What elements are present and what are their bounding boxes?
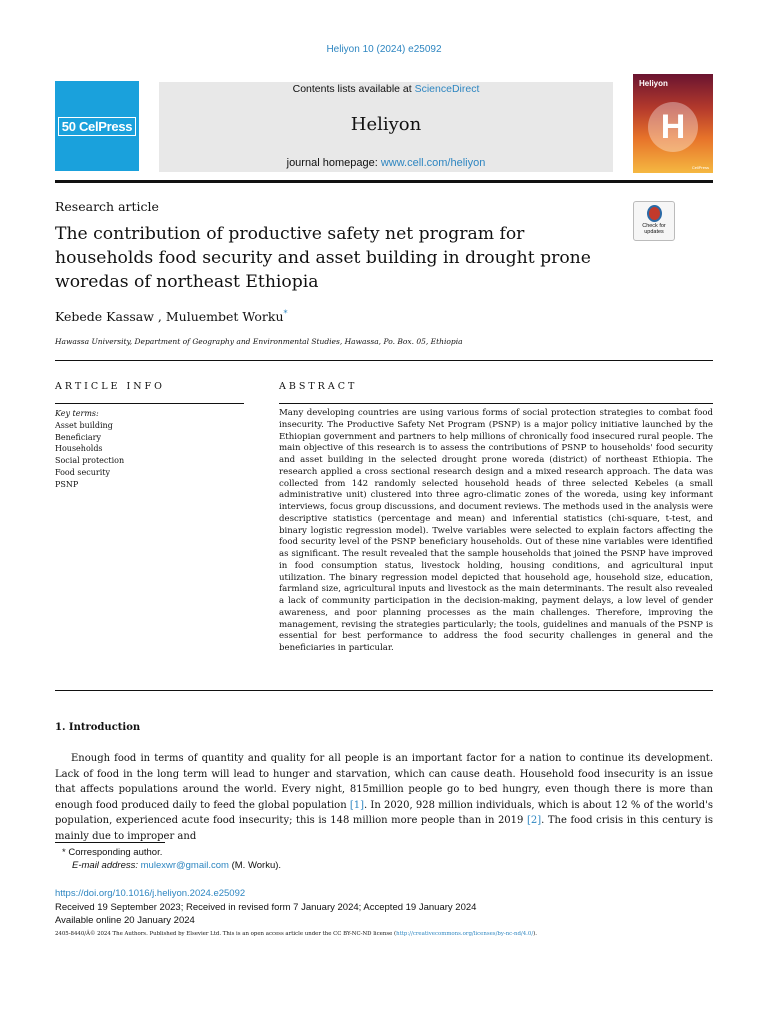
- corresponding-author-mark[interactable]: *: [283, 309, 288, 318]
- homepage-prefix: journal homepage:: [286, 157, 381, 169]
- logo-text: 50 CelPress: [58, 117, 136, 136]
- doi-link[interactable]: https://doi.org/10.1016/j.heliyon.2024.e25092: [55, 888, 246, 899]
- bookmark-check-icon: [647, 205, 662, 222]
- keyword: Social protection: [55, 456, 125, 466]
- introduction-heading: 1. Introduction: [55, 722, 141, 733]
- email-label: E-mail address:: [72, 860, 138, 871]
- keywords-heading: Key terms:: [55, 409, 99, 418]
- keyword: Households: [55, 444, 103, 454]
- author-names: Kebede Kassaw , Muluembet Worku: [55, 309, 284, 325]
- received-dates: Received 19 September 2023; Received in revised form 7 January 2024; Accepted 19 January 2024: [55, 902, 477, 913]
- homepage-link[interactable]: www.cell.com/heliyon: [380, 157, 486, 169]
- cover-h-icon: H: [648, 102, 698, 152]
- journal-name: Heliyon: [350, 114, 422, 135]
- cover-publisher: CellPress: [691, 165, 709, 170]
- contents-prefix: Contents lists available at: [292, 83, 415, 95]
- sciencedirect-link[interactable]: ScienceDirect: [414, 83, 480, 95]
- license-prefix: 2405-8440/Â© 2024 The Authors. Published by Elsevier Ltd. This is an open access article under the CC BY-NC-ND license (: [55, 931, 397, 937]
- footnote-rule: [55, 842, 165, 843]
- homepage-line: [159, 157, 613, 169]
- intro-text-2: . In 2020, 928 million individuals, which is about 12 % of the world's population, experienced acute food insecurity; this is 148 million more people than in 2019: [55, 799, 713, 826]
- journal-reference[interactable]: Heliyon 10 (2024) e25092: [326, 44, 442, 55]
- abstract-text: Many developing countries are using various forms of social protection strategies to combat food insecurity. The Productive Safety Net Program (PSNP) is a major policy initiative launched by the Ethiopian government and partners to help millions of chronically food insecured rural people. The main objective of this research is to assess the contributions of PSNP to households' food security and asset building in the selected drought prone woreda (district) of northeast Ethiopia. The research applied a cross sectional research design and a mixed research approach. The data was collected from 142 randomly selected household heads of three selected Kebeles (a small administrative unit) clustered into three agro-climatic zones of the woreda, using key informant interviews, focus group discussions, and document reviews. The methods used in the analysis were descriptive statistics (percentage and mean) and inferential statistics (chi-square, t-test, and binary logistic regression model). Twelve variables were selected to explain factors affecting the food security level of the PSNP beneficiary households. Out of these nine variables were identified as significant. The result revealed that the sample households that joined the PSNP have improved in food consumption status, livestock holding, housing conditions, and agricultural input utilization. The binary regression model depicted that household age, household size, education, farmland size, agricultural inputs and livestock as the main determinants. The result also revealed a lack of community participation in the decision-making, payment delays, a low level of gender awareness, and poor planning processes as the main challenges. Therefore, improving the management, revising the strategies particularly; the tools, guidelines and manuals of the PSNP is essential for best performance to address the food security challenges in general and the beneficiaries in particular.: [279, 408, 713, 653]
- introduction-paragraph: [55, 751, 713, 844]
- license-link[interactable]: http://creativecommons.org/licenses/by-nc-nd/4.0/: [396, 931, 534, 937]
- keyword: Asset building: [55, 420, 113, 430]
- email-note: [72, 860, 281, 871]
- license-line: [55, 931, 537, 937]
- corresponding-author-note: * Corresponding author.: [62, 847, 163, 858]
- affiliation: Hawassa University, Department of Geography and Environmental Studies, Hawassa, Po. Box. 05, Ethiopia: [55, 337, 463, 346]
- journal-cover-image[interactable]: [633, 74, 713, 173]
- available-online-date: Available online 20 January 2024: [55, 915, 195, 926]
- article-title: The contribution of productive safety net program for households food security and asset building in drought prone woredas of northeast Ethiopia: [55, 224, 591, 292]
- abstract-end-rule: [55, 690, 713, 691]
- section-rule: [55, 360, 713, 361]
- contents-line: [159, 83, 613, 95]
- article-info-heading: ARTICLE INFO: [55, 381, 165, 392]
- license-suffix: ).: [533, 931, 537, 937]
- check-updates-label: Check for updates: [642, 223, 666, 235]
- intro-text-1: Enough food in terms of quantity and quality for all people is an important factor for a nation to continue its development. Lack of food in the long term will lead to hunger and starvation, which can cause death. Household food insecurity is an issue that affects populations around the world. Every night, 815million people go to bed hungry, even though there is more than enough food produced daily to feed the global population: [55, 753, 713, 811]
- keyword: PSNP: [55, 479, 79, 489]
- author-list: [55, 309, 288, 324]
- article-info-rule: [55, 403, 244, 404]
- citation-link[interactable]: [1]: [349, 799, 365, 811]
- abstract-rule: [279, 403, 713, 404]
- intro-text-3: . The food crisis in this century is mainly due to improper and: [55, 815, 713, 842]
- article-type: Research article: [55, 199, 159, 214]
- check-for-updates-button[interactable]: [633, 201, 675, 241]
- citation-link[interactable]: [2]: [526, 815, 542, 826]
- abstract-heading: ABSTRACT: [279, 381, 358, 392]
- keyword: Beneficiary: [55, 432, 101, 442]
- cover-title: Heliyon: [639, 79, 668, 88]
- keyword-list: [55, 408, 124, 491]
- keyword: Food security: [55, 467, 110, 477]
- cellpress-logo[interactable]: [55, 81, 139, 171]
- email-suffix: (M. Worku).: [228, 860, 282, 871]
- email-link[interactable]: mulexwr@gmail.com: [140, 860, 229, 871]
- header-rule: [55, 180, 713, 183]
